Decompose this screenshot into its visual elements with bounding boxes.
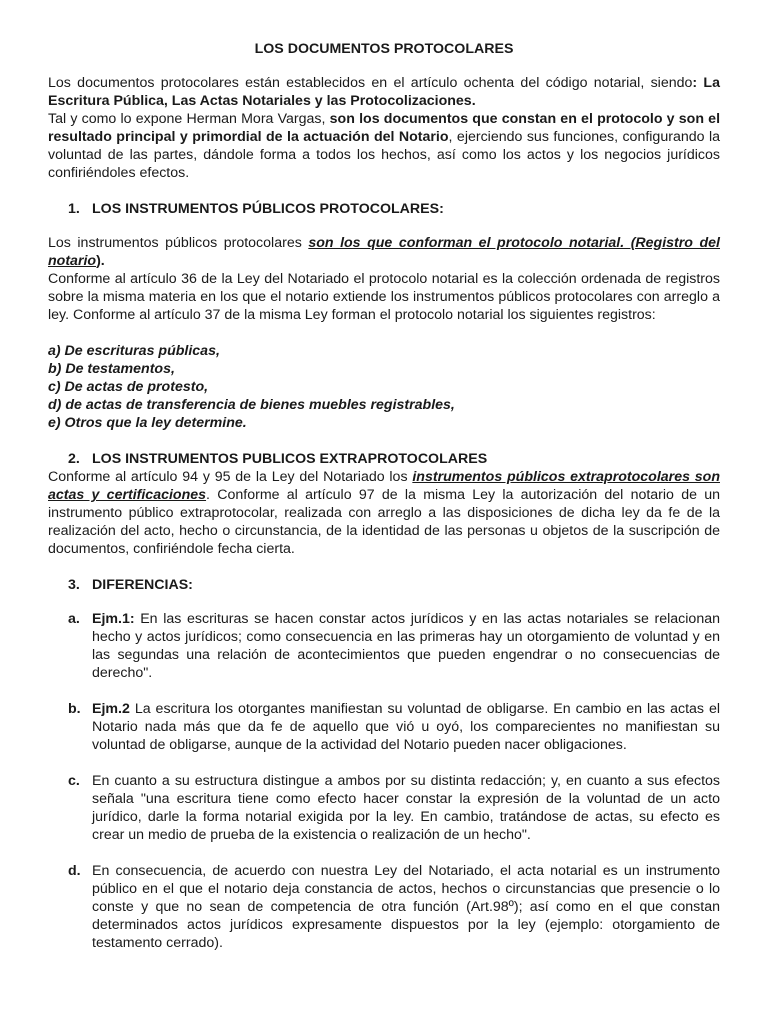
section-3-title: DIFERENCIAS: xyxy=(92,577,193,593)
register-item: b) De testamentos, xyxy=(48,361,175,377)
item-text: En cuanto a su estructura distingue a ambos por su distinta redacción; y, en cuanto a sus efectos señala "una escritura tiene como efecto hacer constar la expresión de la voluntad de un acto jurídico, darle la forma notarial exigida por la ley. En cambio, tratándose de actas, su efecto es crear un medio de prueba de la existencia o realización de un hecho". xyxy=(92,773,720,843)
item-text xyxy=(92,700,720,754)
intro-p2-tail: , ejerciendo sus funciones, configurando la voluntad de las partes, dándole forma a todos los hechos, así como los actos y los negocios jurídicos confiriéndoles efectos. xyxy=(48,129,720,181)
spacer xyxy=(48,432,720,450)
intro-paragraph-2 xyxy=(48,110,720,182)
item-lead: Ejm.1: xyxy=(92,611,135,627)
register-item: c) De actas de protesto, xyxy=(48,379,209,395)
item-lead: Ejm.2 xyxy=(92,701,130,717)
intro-p2-text: Tal y como lo expone Herman Mora Vargas, xyxy=(48,111,330,127)
item-marker: b. xyxy=(68,701,81,717)
section-2-emphasis: instrumentos públicos extraprotocolares son actas y certificaciones xyxy=(48,469,720,503)
registers-list xyxy=(48,342,720,432)
section-2-tail: . Conforme al artículo 97 de la misma Ley la autorización del notario de un instrumento público extraprotocolar, realizada con arreglo a las disposiciones de dicha ley da fe de la realización del acto, hecho o circunstancia, de la identidad de las personas u objetos de la suscripción de documentos, confiriéndole fecha cierta. xyxy=(48,487,721,557)
difference-item-d xyxy=(48,862,720,952)
intro-paragraph-1 xyxy=(48,74,720,110)
section-1-number: 1. xyxy=(68,201,80,217)
section-2-heading xyxy=(48,450,720,468)
register-item: a) De escrituras públicas, xyxy=(48,343,220,359)
item-marker: d. xyxy=(68,863,81,879)
section-1-title: LOS INSTRUMENTOS PÚBLICOS PROTOCOLARES: xyxy=(92,201,444,217)
difference-item-c xyxy=(48,772,720,844)
difference-item-a xyxy=(48,610,720,682)
section-2-paragraph xyxy=(48,468,720,558)
intro-p1-bold: : La Escritura Pública, Las Actas Notariales y las Protocolizaciones. xyxy=(48,75,720,109)
item-body: La escritura los otorgantes manifiestan su voluntad de obligarse. En cambio en las actas el Notario nada más que da fe de aquello que vió u oyó, los comparecientes no manifiestan su voluntad de obligarse, aunque de la actividad del Notario pueden nacer obligaciones. xyxy=(92,701,720,753)
item-text xyxy=(92,610,720,682)
spacer xyxy=(48,324,720,342)
section-2-number: 2. xyxy=(68,451,80,467)
item-body: En las escrituras se hacen constar actos jurídicos y en las actas notariales se relacionan hecho y actos jurídicos; como consecuencia en las primeras hay un otorgamiento de voluntad y en las segundas una relación de acontecimientos que pueden engendrar o no consecuencias de derecho". xyxy=(92,611,720,681)
item-text: En consecuencia, de acuerdo con nuestra Ley del Notariado, el acta notarial es un instrumento público en el que el notario deja constancia de actos, hechos o circunstancias que presencie o lo conste y que no sean de competencia de otra función (Art.98º); así como en el que constan determinados actos jurídicos expresamente dispuestos por la ley (ejemplo: otorgamiento de testamento cerrado). xyxy=(92,863,720,951)
difference-item-b xyxy=(48,700,720,754)
item-marker: c. xyxy=(68,773,80,789)
section-1-paragraph-1 xyxy=(48,234,720,270)
register-item: d) de actas de transferencia de bienes muebles registrables, xyxy=(48,397,455,413)
intro-p1-text: Los documentos protocolares están establecidos en el artículo ochenta del código notarial, siendo xyxy=(48,75,693,91)
section-3-heading xyxy=(48,576,720,594)
section-1-heading xyxy=(48,200,720,218)
intro-p2-bold: son los documentos que constan en el protocolo y son el resultado principal y primordial de la actuación del Notario xyxy=(48,111,721,145)
section-1-p1-tail: ). xyxy=(96,253,105,269)
section-2-title: LOS INSTRUMENTOS PUBLICOS EXTRAPROTOCOLARES xyxy=(92,451,488,467)
spacer xyxy=(48,558,720,576)
item-marker: a. xyxy=(68,611,80,627)
section-1-p1-text: Los instrumentos públicos protocolares xyxy=(48,235,309,251)
document-title: LOS DOCUMENTOS PROTOCOLARES xyxy=(254,41,514,57)
section-2-text: Conforme al artículo 94 y 95 de la Ley del Notariado los xyxy=(48,469,413,485)
section-1-paragraph-2: Conforme al artículo 36 de la Ley del Notariado el protocolo notarial es la colección ordenada de registros sobre la misma materia en los que el notario extiende los instrumentos públicos protocolares con arreglo a ley. Conforme al artículo 37 de la misma Ley forman el protocolo notarial los siguientes registros: xyxy=(48,271,720,323)
register-item: e) Otros que la ley determine. xyxy=(48,415,247,431)
section-1-p1-emphasis: son los que conforman el protocolo notarial. (Registro del notario xyxy=(48,235,720,269)
spacer xyxy=(48,182,720,200)
section-3-number: 3. xyxy=(68,577,80,593)
